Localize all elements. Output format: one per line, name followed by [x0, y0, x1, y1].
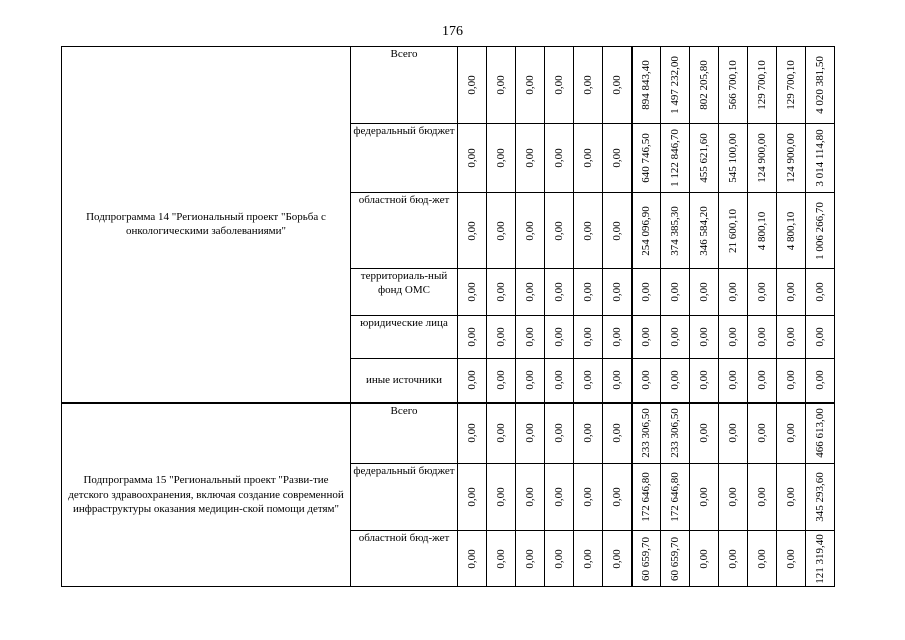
value-cell [487, 269, 516, 316]
value-text: 0,00 [610, 220, 623, 241]
value-cell [632, 531, 661, 587]
value-cell [632, 193, 661, 269]
value-cell [487, 359, 516, 403]
value-cell [661, 124, 690, 193]
value-cell [545, 403, 574, 464]
value-text: 0,00 [726, 327, 739, 347]
value-cell [458, 359, 487, 403]
value-text: 0,00 [465, 282, 478, 302]
value-text: 0,00 [726, 370, 739, 390]
value-cell [603, 193, 632, 269]
value-cell [777, 531, 806, 587]
value-cell [632, 316, 661, 359]
value-text: 0,00 [523, 282, 536, 302]
value-text: 121 319,40 [813, 533, 826, 584]
value-text: 894 843,40 [640, 60, 653, 110]
value-cell [458, 403, 487, 464]
value-text: 0,00 [581, 548, 594, 569]
value-cell [748, 464, 777, 531]
value-text: 1 497 232,00 [668, 56, 681, 114]
value-cell [806, 124, 835, 193]
value-cell [661, 269, 690, 316]
value-cell [719, 124, 748, 193]
value-text: 0,00 [552, 220, 565, 241]
value-text: 0,00 [668, 370, 681, 390]
value-text: 0,00 [755, 282, 768, 302]
value-cell [545, 47, 574, 124]
value-text: 0,00 [465, 370, 478, 390]
value-text: 0,00 [465, 327, 478, 347]
value-cell [458, 464, 487, 531]
value-text: 0,00 [726, 487, 739, 507]
value-text: 0,00 [523, 327, 536, 347]
value-cell [748, 531, 777, 587]
source-label: областной бюд-жет [351, 193, 458, 269]
value-text: 0,00 [640, 370, 653, 390]
value-text: 0,00 [523, 220, 536, 241]
value-text: 0,00 [610, 148, 623, 168]
value-cell [806, 47, 835, 124]
value-cell [690, 403, 719, 464]
value-text: 0,00 [581, 75, 594, 95]
value-text: 129 700,10 [784, 60, 797, 110]
source-label: Всего [351, 403, 458, 464]
value-cell [806, 193, 835, 269]
value-cell [748, 403, 777, 464]
value-cell [545, 193, 574, 269]
value-cell [458, 531, 487, 587]
value-cell [806, 359, 835, 403]
value-text: 0,00 [552, 282, 565, 302]
value-cell [719, 359, 748, 403]
value-text: 0,00 [552, 548, 565, 569]
value-text: 0,00 [581, 282, 594, 302]
value-text: 0,00 [784, 423, 797, 443]
value-cell [690, 359, 719, 403]
value-cell [719, 316, 748, 359]
value-cell [661, 359, 690, 403]
value-cell [777, 464, 806, 531]
value-cell [574, 464, 603, 531]
value-cell [487, 531, 516, 587]
value-text: 545 100,00 [726, 133, 739, 183]
value-text: 124 900,00 [755, 133, 768, 183]
value-text: 0,00 [465, 148, 478, 168]
value-text: 0,00 [494, 327, 507, 347]
value-text: 0,00 [610, 370, 623, 390]
value-cell [458, 47, 487, 124]
source-label: территориаль-ный фонд ОМС [351, 269, 458, 316]
value-text: 346 584,20 [697, 205, 710, 256]
value-cell [603, 47, 632, 124]
value-text: 0,00 [581, 487, 594, 507]
value-text: 0,00 [552, 75, 565, 95]
value-cell [806, 316, 835, 359]
value-cell [690, 531, 719, 587]
value-text: 0,00 [668, 327, 681, 347]
source-label: федеральный бюджет [351, 124, 458, 193]
value-cell [690, 269, 719, 316]
value-text: 0,00 [465, 75, 478, 95]
value-cell [516, 531, 545, 587]
value-cell [603, 316, 632, 359]
value-text: 172 646,80 [640, 472, 653, 522]
value-cell [777, 316, 806, 359]
value-cell [719, 193, 748, 269]
value-cell [748, 359, 777, 403]
value-cell [719, 269, 748, 316]
value-text: 0,00 [494, 423, 507, 443]
value-text: 172 646,80 [668, 472, 681, 522]
value-cell [516, 124, 545, 193]
value-text: 0,00 [581, 327, 594, 347]
value-cell [545, 531, 574, 587]
value-text: 0,00 [552, 148, 565, 168]
value-cell [516, 193, 545, 269]
value-text: 0,00 [726, 548, 739, 569]
value-text: 60 659,70 [640, 536, 653, 581]
value-cell [516, 47, 545, 124]
value-text: 254 096,90 [640, 205, 653, 256]
value-text: 0,00 [610, 327, 623, 347]
value-text: 0,00 [697, 282, 710, 302]
value-cell [661, 531, 690, 587]
value-cell [806, 269, 835, 316]
value-cell [632, 269, 661, 316]
value-text: 0,00 [640, 327, 653, 347]
program-title: Подпрограмма 15 "Региональный проект "Разви-тие детского здравоохранения, включая создание современной инфраструктуры оказания медицин-ской помощи детям" [62, 403, 351, 587]
value-cell [690, 316, 719, 359]
value-text: 0,00 [726, 282, 739, 302]
value-text: 0,00 [494, 220, 507, 241]
value-cell [690, 47, 719, 124]
value-text: 0,00 [784, 487, 797, 507]
value-text: 0,00 [755, 487, 768, 507]
value-cell [458, 316, 487, 359]
value-cell [719, 531, 748, 587]
value-text: 21 600,10 [726, 208, 739, 253]
value-cell [719, 464, 748, 531]
value-text: 0,00 [523, 548, 536, 569]
value-text: 0,00 [697, 327, 710, 347]
value-text: 0,00 [610, 548, 623, 569]
value-text: 0,00 [755, 370, 768, 390]
value-cell [516, 269, 545, 316]
value-cell [574, 124, 603, 193]
value-cell [748, 269, 777, 316]
value-text: 0,00 [494, 370, 507, 390]
value-text: 466 613,00 [813, 408, 826, 458]
value-text: 3 014 114,80 [813, 129, 826, 187]
value-text: 0,00 [552, 487, 565, 507]
value-text: 0,00 [610, 423, 623, 443]
value-text: 0,00 [581, 148, 594, 168]
value-text: 4 800,10 [784, 211, 797, 250]
value-cell [516, 316, 545, 359]
value-text: 455 621,60 [697, 133, 710, 183]
value-text: 0,00 [610, 487, 623, 507]
value-cell [458, 124, 487, 193]
value-text: 0,00 [494, 548, 507, 569]
value-cell [777, 359, 806, 403]
value-text: 0,00 [494, 487, 507, 507]
value-cell [777, 124, 806, 193]
value-cell [487, 47, 516, 124]
value-text: 374 385,30 [668, 205, 681, 256]
value-cell [806, 531, 835, 587]
value-text: 0,00 [552, 423, 565, 443]
value-cell [603, 464, 632, 531]
value-text: 0,00 [697, 487, 710, 507]
value-cell [545, 269, 574, 316]
value-text: 129 700,10 [755, 60, 768, 110]
budget-table [61, 46, 835, 587]
page-number: 176 [442, 24, 463, 39]
value-cell [632, 403, 661, 464]
value-cell [632, 359, 661, 403]
value-cell [545, 464, 574, 531]
value-cell [574, 359, 603, 403]
table-row [62, 403, 835, 464]
value-cell [487, 124, 516, 193]
value-cell [661, 316, 690, 359]
value-text: 0,00 [494, 148, 507, 168]
value-text: 0,00 [581, 370, 594, 390]
source-label: федеральный бюджет [351, 464, 458, 531]
value-text: 0,00 [784, 548, 797, 569]
value-cell [574, 193, 603, 269]
value-cell [777, 47, 806, 124]
value-text: 345 293,60 [813, 472, 826, 522]
value-text: 0,00 [610, 282, 623, 302]
value-text: 60 659,70 [668, 536, 681, 581]
value-cell [806, 464, 835, 531]
value-text: 0,00 [465, 548, 478, 569]
value-text: 640 746,50 [640, 133, 653, 183]
value-cell [574, 269, 603, 316]
value-text: 0,00 [610, 75, 623, 95]
value-cell [690, 193, 719, 269]
value-text: 0,00 [523, 423, 536, 443]
value-text: 233 306,50 [668, 408, 681, 458]
value-text: 0,00 [784, 327, 797, 347]
value-cell [603, 124, 632, 193]
value-cell [661, 403, 690, 464]
value-text: 0,00 [697, 423, 710, 443]
value-cell [690, 464, 719, 531]
value-cell [516, 359, 545, 403]
value-cell [632, 124, 661, 193]
value-text: 0,00 [581, 220, 594, 241]
value-text: 233 306,50 [640, 408, 653, 458]
value-text: 0,00 [755, 548, 768, 569]
value-text: 0,00 [726, 423, 739, 443]
value-text: 0,00 [494, 75, 507, 95]
value-text: 0,00 [813, 282, 826, 302]
value-text: 0,00 [697, 370, 710, 390]
value-text: 0,00 [755, 327, 768, 347]
value-text: 0,00 [784, 370, 797, 390]
value-cell [748, 316, 777, 359]
value-cell [748, 193, 777, 269]
value-text: 4 020 381,50 [813, 56, 826, 114]
value-text: 0,00 [813, 327, 826, 347]
value-cell [748, 47, 777, 124]
value-cell [603, 531, 632, 587]
value-text: 0,00 [755, 423, 768, 443]
value-cell [661, 193, 690, 269]
value-cell [487, 193, 516, 269]
value-text: 0,00 [784, 282, 797, 302]
source-label: областной бюд-жет [351, 531, 458, 587]
value-cell [719, 403, 748, 464]
value-cell [661, 464, 690, 531]
value-text: 0,00 [813, 370, 826, 390]
value-text: 0,00 [494, 282, 507, 302]
value-text: 4 800,10 [755, 211, 768, 250]
value-cell [748, 124, 777, 193]
value-cell [777, 193, 806, 269]
source-label: юридические лица [351, 316, 458, 359]
value-text: 0,00 [523, 370, 536, 390]
value-text: 0,00 [465, 220, 478, 241]
value-text: 0,00 [465, 487, 478, 507]
value-cell [603, 359, 632, 403]
value-cell [487, 464, 516, 531]
value-cell [516, 403, 545, 464]
value-cell [574, 531, 603, 587]
value-cell [458, 269, 487, 316]
value-text: 0,00 [523, 487, 536, 507]
source-label: иные источники [351, 359, 458, 403]
table-row [62, 47, 835, 124]
value-text: 802 205,80 [697, 60, 710, 110]
value-cell [777, 269, 806, 316]
value-cell [574, 403, 603, 464]
value-cell [516, 464, 545, 531]
value-cell [632, 47, 661, 124]
value-text: 0,00 [581, 423, 594, 443]
value-text: 1 122 846,70 [668, 129, 681, 187]
value-cell [806, 403, 835, 464]
program-title: Подпрограмма 14 "Региональный проект "Борьба с онкологическими заболеваниями" [62, 47, 351, 403]
value-text: 0,00 [465, 423, 478, 443]
value-text: 0,00 [552, 370, 565, 390]
value-cell [545, 316, 574, 359]
value-cell [690, 124, 719, 193]
value-cell [661, 47, 690, 124]
value-text: 0,00 [523, 148, 536, 168]
value-cell [545, 124, 574, 193]
source-label: Всего [351, 47, 458, 124]
value-cell [574, 316, 603, 359]
value-cell [458, 193, 487, 269]
value-cell [574, 47, 603, 124]
value-cell [777, 403, 806, 464]
value-text: 1 006 266,70 [813, 201, 826, 260]
value-text: 0,00 [668, 282, 681, 302]
value-cell [719, 47, 748, 124]
value-text: 0,00 [523, 75, 536, 95]
value-text: 0,00 [640, 282, 653, 302]
value-cell [487, 403, 516, 464]
value-cell [487, 316, 516, 359]
value-text: 124 900,00 [784, 133, 797, 183]
value-text: 566 700,10 [726, 60, 739, 110]
value-text: 0,00 [552, 327, 565, 347]
value-cell [545, 359, 574, 403]
value-cell [603, 403, 632, 464]
value-cell [603, 269, 632, 316]
value-cell [632, 464, 661, 531]
value-text: 0,00 [697, 548, 710, 569]
